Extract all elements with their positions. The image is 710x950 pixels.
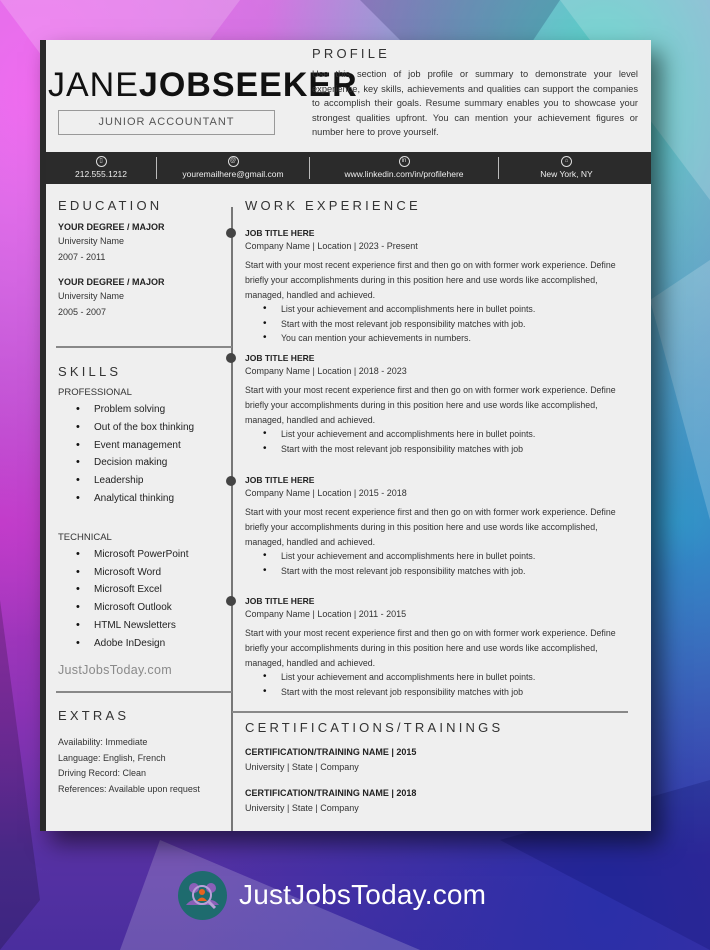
skill-item: • Microsoft Excel (58, 581, 230, 599)
job-role-box: JUNIOR ACCOUNTANT (58, 110, 275, 135)
job-bullets (245, 670, 633, 699)
profile-title: PROFILE (312, 46, 391, 61)
technical-skills-list (58, 546, 230, 653)
job-title: JOB TITLE HERE (245, 228, 315, 238)
job-entry (245, 227, 633, 346)
skill-item: • Problem solving (58, 401, 230, 419)
phone-text: 212.555.1212 (75, 169, 127, 179)
contact-phone (46, 155, 156, 181)
school: University Name (58, 291, 125, 301)
education-item (58, 275, 230, 320)
certification-detail: University | State | Company (245, 802, 359, 813)
first-name: JANE (48, 66, 139, 104)
phone-icon: ▯ (96, 156, 107, 167)
resume-document (40, 40, 651, 831)
job-description: Start with your most recent experience first and then go on with former work experience. Define briefly your accomplishments during in this position here and use words like accomplished, managed, handled and achieved. (245, 628, 616, 668)
extras-item: Availability: Immediate (58, 737, 148, 747)
job-description: Start with your most recent experience first and then go on with former work experience. Define briefly your accomplishments during in this position here and use words like accomplished, managed, handled and achieved. (245, 260, 616, 300)
technical-label: TECHNICAL (58, 531, 112, 543)
location-text: New York, NY (540, 169, 593, 179)
job-bullet: • Start with the most relevant job responsibility matches with job. (245, 564, 633, 579)
job-bullet: • List your achievement and accomplishments here in bullet points. (245, 427, 633, 442)
skill-item: • Decision making (58, 454, 230, 472)
skills-section (58, 364, 230, 677)
section-divider (232, 711, 628, 713)
job-bullet: • List your achievement and accomplishments here in bullet points. (245, 549, 633, 564)
contact-bar (46, 152, 651, 184)
job-meta: Company Name | Location | 2011 - 2015 (245, 609, 407, 619)
years: 2007 - 2011 (58, 251, 106, 262)
certification-item (245, 786, 633, 817)
job-bullet: • Start with the most relevant job responsibility matches with job. (245, 317, 633, 332)
job-bullet: • List your achievement and accomplishments here in bullet points. (245, 670, 633, 685)
job-title: JOB TITLE HERE (245, 353, 315, 363)
job-meta: Company Name | Location | 2015 - 2018 (245, 488, 407, 498)
education-title: EDUCATION (58, 198, 163, 213)
job-search-people-icon (178, 871, 227, 920)
timeline-dot (226, 353, 236, 363)
certification-item (245, 745, 633, 776)
brand-logo-icon (178, 871, 227, 920)
section-divider (56, 691, 232, 693)
linkedin-text: www.linkedin.com/in/profilehere (344, 169, 464, 179)
professional-skills-list (58, 401, 230, 508)
job-bullet: • Start with the most relevant job responsibility matches with job (245, 442, 633, 457)
certification-name: CERTIFICATION/TRAINING NAME | 2015 (245, 747, 417, 757)
job-entry (245, 474, 633, 578)
job-bullet: • List your achievement and accomplishments here in bullet points. (245, 302, 633, 317)
job-meta: Company Name | Location | 2018 - 2023 (245, 366, 407, 376)
degree: YOUR DEGREE / MAJOR (58, 277, 165, 287)
certifications-section (245, 720, 633, 816)
location-icon: ⌂ (561, 156, 572, 167)
skill-item: • Microsoft Outlook (58, 599, 230, 617)
brand-text: JustJobsToday.com (239, 879, 487, 910)
skill-item: • Microsoft Word (58, 564, 230, 582)
professional-label: PROFESSIONAL (58, 387, 132, 398)
last-name: JOBSEEKER (138, 66, 358, 104)
years: 2005 - 2007 (58, 306, 107, 317)
school: University Name (58, 236, 125, 246)
section-divider (56, 346, 232, 348)
profile-text: Use this section of job profile or summary to demonstrate your level experience, key skills, achievements and qualities can support the companies to accomplish their goals. Resume summary enables you to showcase your strongest qualities upfront. You can mention your achievement figures or number here to prove yourself. (312, 69, 638, 137)
job-entry (245, 352, 633, 456)
skill-item: • Adobe InDesign (58, 635, 230, 653)
certifications-title: CERTIFICATIONS/TRAININGS (245, 720, 504, 735)
email-text: youremailhere@gmail.com (182, 169, 284, 179)
linkedin-icon: in (399, 156, 410, 167)
job-title: JOB TITLE HERE (245, 475, 315, 485)
skills-title: SKILLS (58, 364, 122, 379)
job-bullets (245, 549, 633, 578)
job-entry (245, 595, 633, 699)
skill-item: • Event management (58, 437, 230, 455)
skill-item: • Out of the box thinking (58, 419, 230, 437)
extras-item: References: Available upon request (58, 783, 200, 794)
extras-item: Driving Record: Clean (58, 768, 147, 779)
work-experience-title: WORK EXPERIENCE (245, 198, 421, 213)
job-bullet: • You can mention your achievements in numbers. (245, 331, 633, 346)
job-bullets (245, 302, 633, 346)
job-meta: Company Name | Location | 2023 - Present (245, 241, 418, 251)
skill-item: • Leadership (58, 472, 230, 490)
skill-item: • Microsoft PowerPoint (58, 546, 230, 564)
degree: YOUR DEGREE / MAJOR (58, 222, 165, 232)
left-column (58, 198, 230, 794)
contact-linkedin (310, 155, 498, 181)
certification-detail: University | State | Company (245, 762, 359, 772)
extras-title: EXTRAS (58, 708, 130, 723)
education-item (58, 220, 230, 265)
job-title: JOB TITLE HERE (245, 596, 315, 606)
right-column (245, 198, 633, 813)
skill-item: • Analytical thinking (58, 490, 230, 508)
extras-section (58, 708, 233, 797)
contact-location (499, 155, 634, 181)
certification-name: CERTIFICATION/TRAINING NAME | 2018 (245, 787, 417, 798)
email-icon: @ (228, 156, 239, 167)
extras-item: Language: English, French (58, 752, 166, 763)
profile-section (312, 46, 638, 140)
watermark-text: JustJobsToday.com (58, 662, 172, 677)
job-bullet: • Start with the most relevant job responsibility matches with job (245, 685, 633, 700)
job-description: Start with your most recent experience first and then go on with former work experience. Define briefly your accomplishments during in this position here and use words like accomplished, managed, handled and achieved. (245, 385, 616, 425)
skill-item: • HTML Newsletters (58, 617, 230, 635)
job-bullets (245, 427, 633, 456)
brand-footer (178, 870, 486, 920)
job-description: Start with your most recent experience first and then go on with former work experience. Define briefly your accomplishments during in this position here and use words like accomplished, managed, handled and achieved. (245, 507, 616, 547)
contact-email (157, 155, 309, 181)
